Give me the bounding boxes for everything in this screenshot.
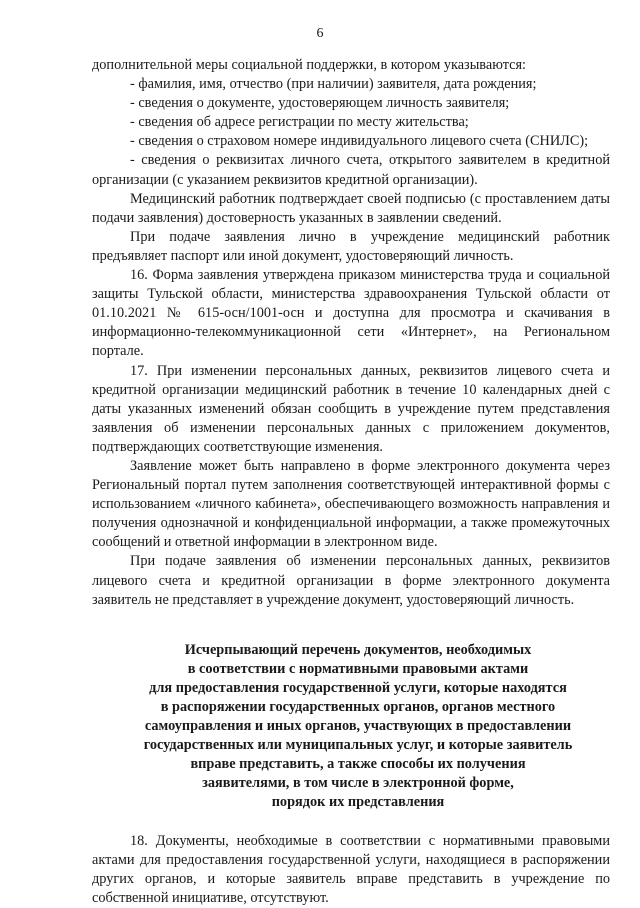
section-heading: [88, 641, 628, 813]
heading-line: в распоряжении государственных органов, органов местного: [160, 699, 556, 715]
list-item: - сведения о реквизитах личного счета, открытого заявителем в кредитной организации (с указанием реквизитов кредитной организации).: [92, 152, 610, 188]
list-item: - сведения о страховом номере индивидуального лицевого счета (СНИЛС);: [130, 133, 589, 150]
page-number: 6: [316, 26, 324, 41]
heading-line: государственных или муниципальных услуг, и которые заявитель: [143, 737, 573, 754]
paragraph-17: 17. При изменении персональных данных, реквизитов лицевого счета и кредитной организации медицинский работник в течение 10 календарных дней с даты указанных изменений обязан сообщить в учреждение путем представления заявления об изменении персональных данных с приложением документов, подтверждающих соответствующие изменения.: [92, 362, 610, 455]
heading-line: порядок их представления: [271, 794, 445, 811]
list-item: - сведения об адресе регистрации по месту жительства;: [130, 114, 469, 131]
document-body: [92, 56, 610, 908]
heading-line: вправе представить, а также способы их получения: [190, 756, 526, 773]
paragraph: Медицинский работник подтверждает своей подписью (с проставлением даты подачи заявления) достоверность указанных в заявлении сведений.: [92, 190, 610, 226]
paragraph-16: 16. Форма заявления утверждена приказом министерства труда и социальной защиты Тульской области, министерства здравоохранения Тульской области от 01.10.2021 № 615-осн/1001-осн и доступна для просмотра и скачивания в информационно-телекоммуникационной сети «Интернет», на Региональном портале.: [92, 267, 610, 360]
paragraph: При подаче заявления об изменении персональных данных, реквизитов лицевого счета и кредитной организации в форме электронного документа заявитель не представляет в учреждение документ, удостоверяющий личность.: [92, 553, 610, 608]
heading-line: заявителями, в том числе в электронной форме,: [202, 775, 514, 792]
paragraph: дополнительной меры социальной поддержки, в котором указываются:: [92, 57, 527, 73]
paragraph: При подаче заявления лично в учреждение медицинский работник предъявляет паспорт или иной документ, удостоверяющий личность.: [92, 228, 610, 264]
paragraph: Заявление может быть направлено в форме электронного документа через Региональный портал путем заполнения соответствующей интерактивной формы с использованием «личного кабинета», обеспечивающего возможность направления и получения однозначной и конфиденциальной информации, а также промежуточных сообщений и ответной информации в электронном виде.: [92, 457, 610, 551]
list-item: - сведения о документе, удостоверяющем личность заявителя;: [130, 95, 510, 112]
heading-line: Исчерпывающий перечень документов, необходимых: [184, 641, 532, 658]
list-item: - фамилия, имя, отчество (при наличии) заявителя, дата рождения;: [130, 76, 537, 93]
heading-line: в соответствии с нормативными правовыми актами: [187, 660, 529, 677]
heading-line: для предоставления государственной услуги, которые находятся: [149, 679, 567, 696]
heading-line: самоуправления и иных органов, участвующих в предоставлении: [144, 718, 572, 735]
paragraph-18: 18. Документы, необходимые в соответствии с нормативными правовыми актами для предоставления государственной услуги, находящиеся в распоряжении других органов, и которые заявитель вправе представить в учреждение по собственной инициативе, отсутствуют.: [92, 832, 610, 906]
